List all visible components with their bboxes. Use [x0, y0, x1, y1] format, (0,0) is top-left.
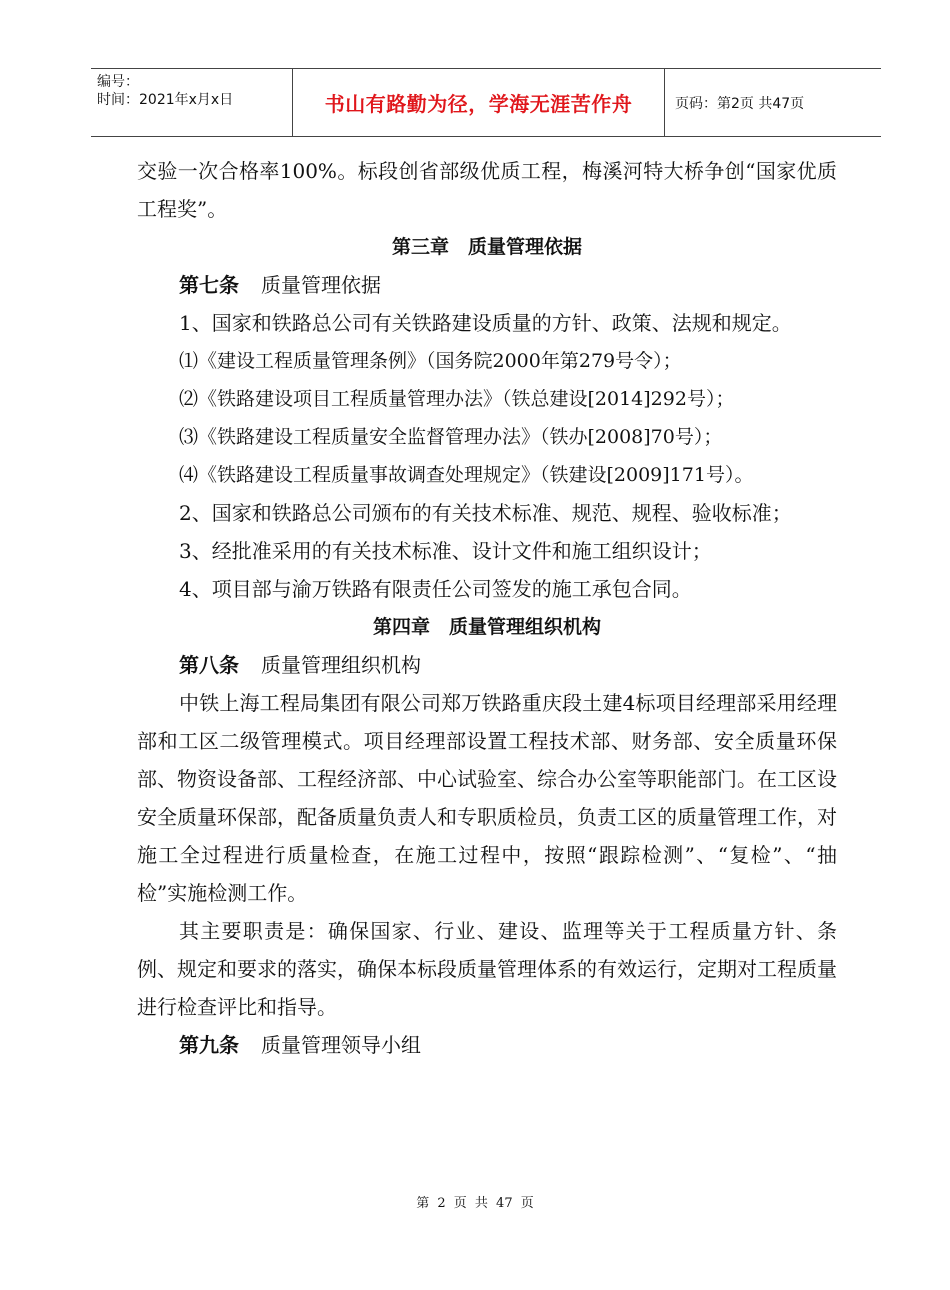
- page-header: [91, 68, 881, 137]
- header-meta: [91, 69, 293, 136]
- article-heading: [137, 266, 837, 304]
- paragraph: 1、国家和铁路总公司有关铁路建设质量的方针、政策、法规和规定。: [179, 311, 792, 335]
- article-heading: [137, 1026, 837, 1064]
- reference-item: ⑶《铁路建设工程质量安全监督管理办法》（铁办[2008]70号）；: [179, 426, 723, 448]
- article-number: 第八条: [179, 653, 239, 677]
- paragraph: 交验一次合格率100%。标段创省部级优质工程，梅溪河特大桥争创“国家优质工程奖”。: [137, 159, 837, 221]
- reference-item: ⑷《铁路建设工程质量事故调查处理规定》（铁建设[2009]171号）。: [179, 464, 754, 486]
- article-title: 质量管理领导小组: [261, 1033, 421, 1057]
- article-title: 质量管理组织机构: [261, 653, 421, 677]
- chapter-heading: 第四章 质量管理组织机构: [372, 616, 601, 638]
- paragraph: 3、经批准采用的有关技术标准、设计文件和施工组织设计；: [179, 539, 712, 563]
- paragraph: 其主要职责是：确保国家、行业、建设、监理等关于工程质量方针、条例、规定和要求的落实，确保本标段质量管理体系的有效运行，定期对工程质量进行检查评比和指导。: [137, 919, 837, 1019]
- chapter-heading: 第三章 质量管理依据: [391, 236, 582, 258]
- header-page-info: 页码：第2页 共47页: [675, 95, 805, 112]
- article-number: 第九条: [179, 1033, 239, 1057]
- reference-item: ⑴《建设工程质量管理条例》（国务院2000年第279号令）；: [179, 350, 682, 372]
- document-time-label: 时间：2021年x月x日: [97, 92, 234, 108]
- paragraph: 中铁上海工程局集团有限公司郑万铁路重庆段土建4标项目经理部采用经理部和工区二级管理模式。项目经理部设置工程技术部、财务部、安全质量环保部、物资设备部、工程经济部、中心试验室、综合办公室等职能部门。在工区设安全质量环保部，配备质量负责人和专职质检员，负责工区的质量管理工作，对施工全过程进行质量检查，在施工过程中，按照“跟踪检测”、“复检”、“抽检”实施检测工作。: [137, 691, 837, 905]
- article-number: 第七条: [179, 273, 239, 297]
- paragraph: 4、项目部与渝万铁路有限责任公司签发的施工承包合同。: [179, 577, 692, 601]
- paragraph: 2、国家和铁路总公司颁布的有关技术标准、规范、规程、验收标准；: [179, 501, 792, 525]
- reference-item: ⑵《铁路建设项目工程质量管理办法》（铁总建设[2014]292号）；: [179, 388, 735, 410]
- article-heading: [137, 646, 837, 684]
- document-body: [137, 152, 837, 1064]
- header-motto: 书山有路勤为径，学海无涯苦作舟: [293, 69, 665, 136]
- article-title: 质量管理依据: [261, 273, 381, 297]
- page-footer: 第 2 页 共 47 页: [416, 1196, 534, 1211]
- document-number-label: 编号：: [97, 74, 139, 90]
